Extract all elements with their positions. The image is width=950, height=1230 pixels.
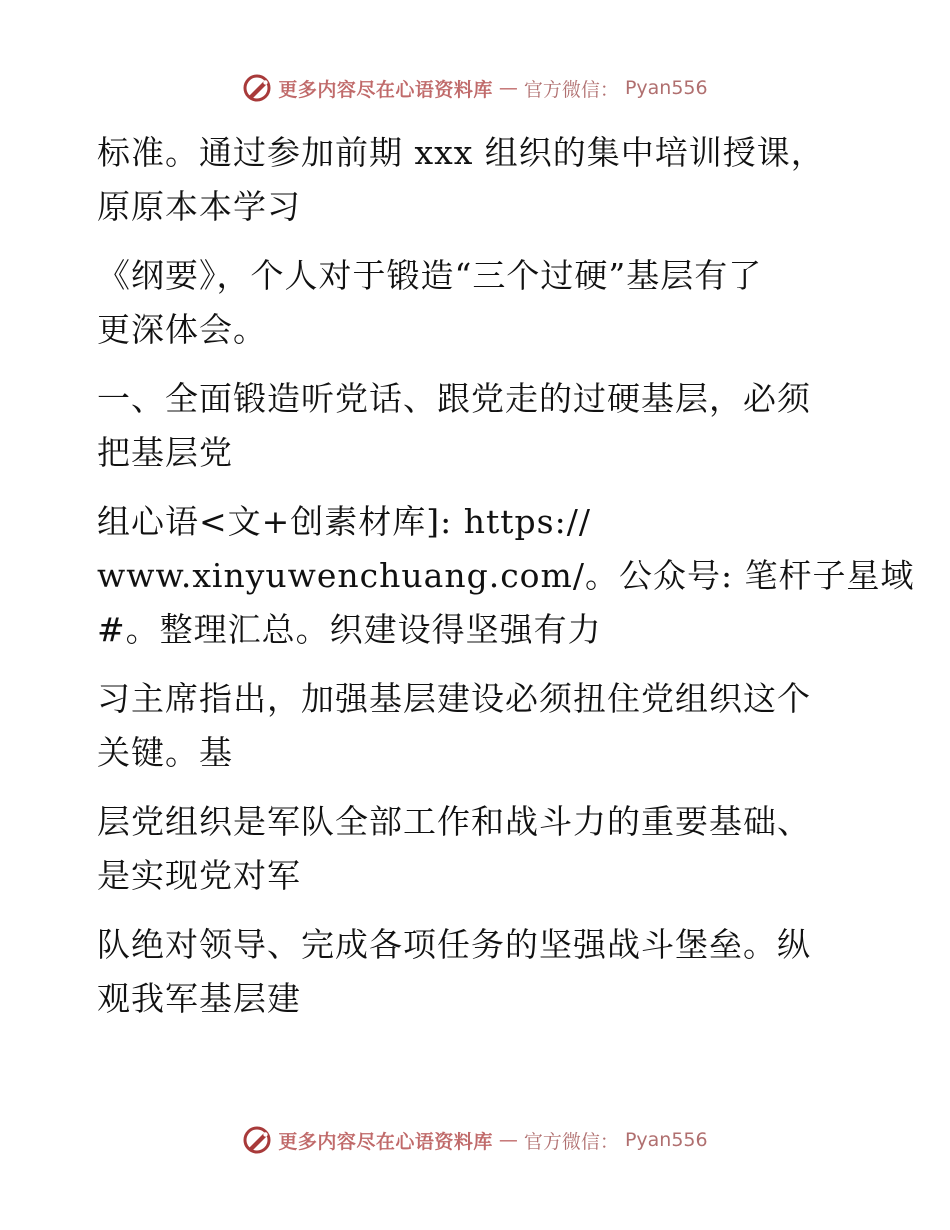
footer-wechat-label: 官方微信： bbox=[523, 1130, 619, 1153]
paragraph-line: 把基层党 bbox=[97, 433, 233, 472]
paragraph-line: 组心语<文+创素材库]: https:// bbox=[97, 502, 591, 541]
paragraph-line: 原原本本学习 bbox=[97, 187, 301, 226]
paragraph-2 bbox=[97, 249, 847, 357]
page-footer bbox=[0, 1125, 950, 1155]
footer-brand-text: 更多内容尽在心语资料库 bbox=[278, 1130, 493, 1153]
footer-dash: — bbox=[498, 1129, 518, 1151]
paragraph-line: 层党组织是军队全部工作和战斗力的重要基础、 bbox=[97, 802, 811, 841]
paragraph-6 bbox=[97, 795, 847, 903]
paragraph-line: 一、全面锻造听党话、跟党走的过硬基层，必须 bbox=[97, 379, 811, 418]
paragraph-5 bbox=[97, 672, 847, 780]
paragraph-line: 是实现党对军 bbox=[97, 856, 301, 895]
footer-wechat-id: Pyan556 bbox=[624, 1129, 708, 1151]
document-body bbox=[97, 126, 915, 1026]
header-brand-text: 更多内容尽在心语资料库 bbox=[278, 78, 493, 101]
paragraph-line: 观我军基层建 bbox=[97, 979, 301, 1018]
paragraph-line: 《纲要》，个人对于锻造“三个过硬”基层有了 bbox=[97, 256, 763, 295]
paragraph-line: 队绝对领导、完成各项任务的坚强战斗堡垒。纵 bbox=[97, 925, 811, 964]
paragraph-1 bbox=[97, 126, 847, 234]
brand-logo-icon bbox=[242, 73, 272, 103]
paragraph-line: www.xinyuwenchuang.com/。公众号: 笔杆子星域 bbox=[97, 556, 915, 595]
paragraph-7 bbox=[97, 918, 847, 1026]
paragraph-line: 更深体会。 bbox=[97, 310, 267, 349]
paragraph-line: 习主席指出，加强基层建设必须扭住党组织这个 bbox=[97, 679, 811, 718]
paragraph-4 bbox=[97, 495, 915, 657]
paragraph-line: 标准。通过参加前期 xxx 组织的集中培训授课， bbox=[97, 133, 825, 172]
paragraph-line: #。整理汇总。织建设得坚强有力 bbox=[97, 610, 602, 649]
header-dash: — bbox=[498, 77, 518, 99]
brand-logo-icon bbox=[242, 1125, 272, 1155]
page-header bbox=[0, 73, 950, 103]
header-wechat-id: Pyan556 bbox=[624, 77, 708, 99]
paragraph-line: 关键。基 bbox=[97, 733, 233, 772]
header-wechat-label: 官方微信： bbox=[523, 78, 619, 101]
paragraph-3 bbox=[97, 372, 847, 480]
